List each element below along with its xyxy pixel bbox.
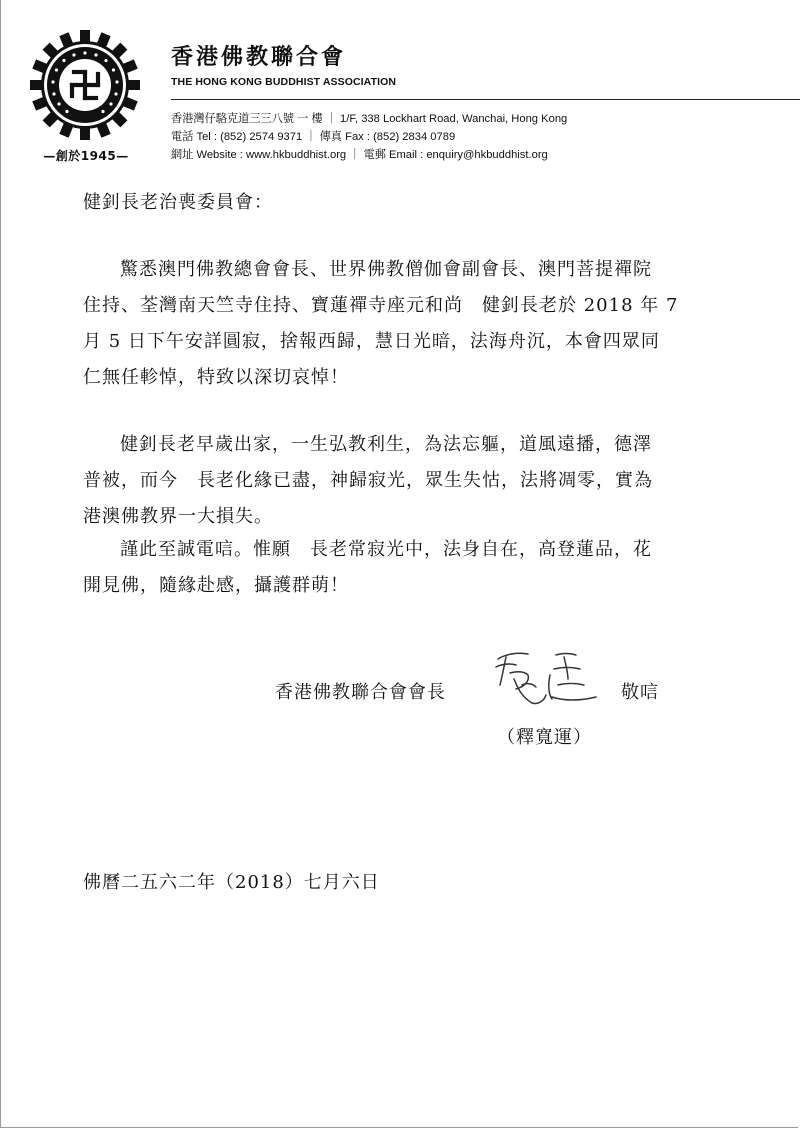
signer-name: （釋寬運）: [497, 727, 592, 748]
header-divider: [171, 99, 800, 100]
paragraph-3-line: 謹此至誠電唁。惟願 長老常寂光中，法身自在，高登蓮品，花: [120, 539, 652, 560]
paragraph-3-line: 開見佛，隨緣赴感，攝護群萌！: [83, 575, 349, 596]
paragraph-2-line: 港澳佛教界一大損失。: [83, 506, 273, 527]
salutation: 健釗長老治喪委員會：: [83, 192, 273, 213]
paragraph-1-line: 仁無任軫悼，特致以深切哀悼！: [83, 367, 349, 388]
web-email-line: 網址 Website : www.hkbuddhist.org ｜ 電郵 Email : enquiry@hkbuddhist.org: [171, 149, 548, 161]
paragraph-1-line: 住持、荃灣南天竺寺住持、寶蓮禪寺座元和尚 健釗長老於 2018 年 7: [83, 295, 679, 316]
phone-fax-line: 電話 Tel : (852) 2574 9371 ｜ 傳真 Fax : (852) 2834 0789: [171, 131, 456, 143]
buddhist-association-seal-icon: [30, 30, 140, 140]
org-name-english: THE HONG KONG BUDDHIST ASSOCIATION: [171, 76, 397, 88]
founded-year: —創於1945—: [43, 149, 129, 163]
paragraph-1-line: 月 5 日下午安詳圓寂，捨報西歸，慧日光暗，法海舟沉，本會四眾同: [83, 331, 660, 352]
paragraph-2-line: 普被，而今 長老化緣已盡，神歸寂光，眾生失怙，法將凋零，實為: [83, 470, 653, 491]
address-line: 香港灣仔駱克道三三八號 一 樓 ｜ 1/F, 338 Lockhart Road, Wanchai, Hong Kong: [171, 113, 568, 125]
paragraph-1-line: 驚悉澳門佛教總會會長、世界佛教僧伽會副會長、澳門菩提禪院: [120, 259, 652, 280]
signer-title: 香港佛教聯合會會長: [275, 682, 446, 703]
closing-word: 敬唁: [621, 682, 659, 703]
org-name-chinese: 香港佛教聯合會: [171, 45, 347, 70]
paragraph-2-line: 健釗長老早歲出家，一生弘教利生，為法忘軀，道風遠播，德澤: [120, 434, 652, 455]
letter-date: 佛曆二五六二年（2018）七月六日: [83, 872, 380, 893]
handwritten-signature-icon: [492, 645, 610, 715]
